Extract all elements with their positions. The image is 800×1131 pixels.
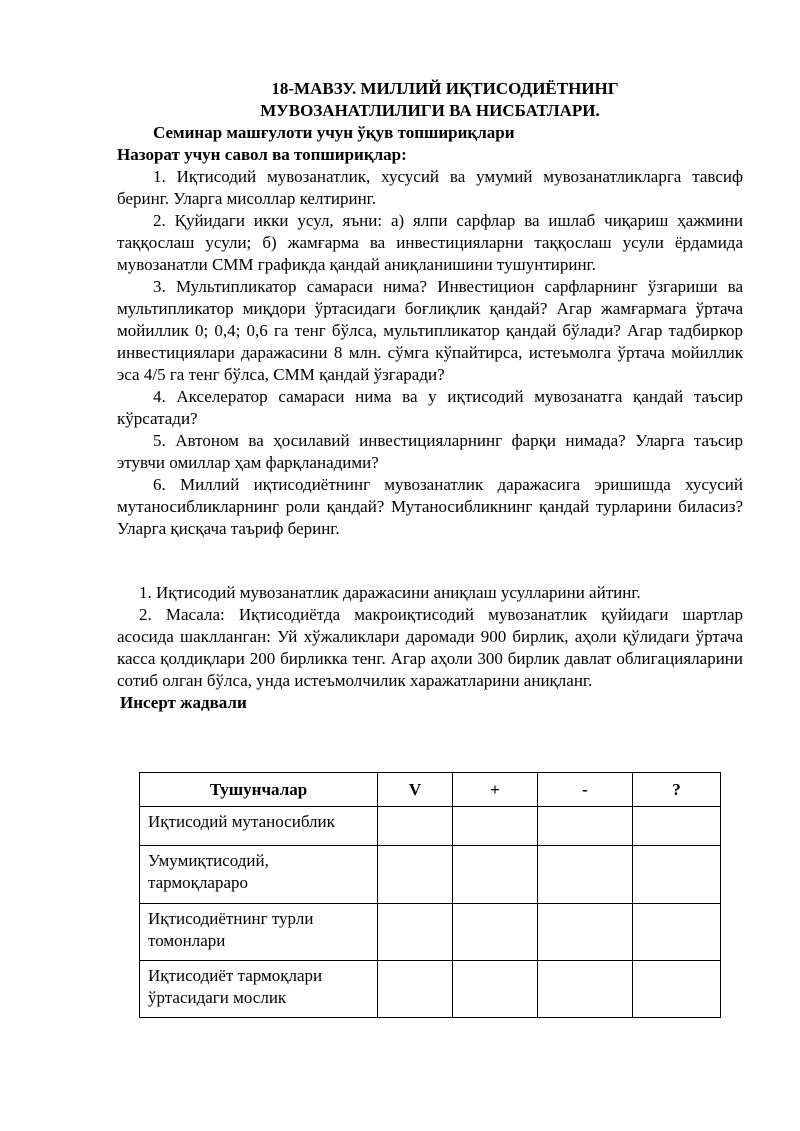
cell-plus — [453, 846, 538, 904]
question-4: 4. Акселератор самараси нима ва у иқтисодий мувозанатга қандай таъсир кўрсатади? — [117, 387, 743, 428]
cell-v — [378, 904, 453, 961]
insert-table-heading: Инсерт жадвали — [120, 693, 247, 712]
cell-plus — [453, 807, 538, 846]
header-plus: + — [453, 773, 538, 807]
task-1: 1. Иқтисодий мувозанатлик даражасини аниқлаш усулларини айтинг. — [139, 583, 641, 602]
row-concept: Умумиқтисодий, тармоқлараро — [140, 846, 378, 904]
cell-v — [378, 846, 453, 904]
cell-question — [633, 904, 721, 961]
title-line-1: 18-МАВЗУ. МИЛЛИЙ ИҚТИСОДИЁТНИНГ — [271, 79, 619, 98]
cell-plus — [453, 961, 538, 1018]
spacer — [117, 540, 743, 582]
header-minus: - — [538, 773, 633, 807]
cell-v — [378, 961, 453, 1018]
section-heading: Назорат учун савол ва топшириқлар: — [117, 145, 407, 164]
question-1: 1. Иқтисодий мувозанатлик, хусусий ва умумий мувозанатликларга тавсиф беринг. Уларга мисоллар келтиринг. — [117, 167, 743, 208]
document-title — [117, 78, 743, 122]
row-concept: Иқтисодиёт тармоқлари ўртасидаги мослик — [140, 961, 378, 1018]
cell-minus — [538, 904, 633, 961]
question-6: 6. Миллий иқтисодиётнинг мувозанатлик даражасига эришишда хусусий мутаносибликларнинг роли қандай? Мутаносибликнинг қандай турларини биласиз? Уларга қисқача таъриф беринг. — [117, 475, 743, 538]
header-v: V — [378, 773, 453, 807]
header-concepts: Тушунчалар — [140, 773, 378, 807]
task-2: 2. Масала: Иқтисодиётда макроиқтисодий мувозанатлик қуйидаги шартлар асосида шаклланган: Уй хўжаликлари даромади 900 бирлик, аҳоли қўлидаги ўртача касса қолдиқлари 200 бирликка тенг. Агар аҳоли 300 бирлик давлат облигацияларини сотиб олган бўлса, унда истеъмолчилик харажатларини аниқланг. — [117, 605, 743, 690]
cell-v — [378, 807, 453, 846]
cell-question — [633, 961, 721, 1018]
cell-question — [633, 807, 721, 846]
table-header-row — [140, 773, 721, 807]
insert-table — [139, 772, 721, 1018]
question-2: 2. Қуйидаги икки усул, яъни: а) ялпи сарфлар ва ишлаб чиқариш ҳажмини таққослаш усули; б) жамғарма ва инвестицияларни таққослаш усули ёрдамида мувозанатли СММ графикда қандай аниқланишини тушунтиринг. — [117, 211, 743, 274]
cell-minus — [538, 807, 633, 846]
header-question: ? — [633, 773, 721, 807]
cell-minus — [538, 961, 633, 1018]
table-row — [140, 904, 721, 961]
cell-minus — [538, 846, 633, 904]
question-5: 5. Автоном ва ҳосилавий инвестицияларнинг фарқи нимада? Уларга таъсир этувчи омиллар ҳам фарқланадими? — [117, 431, 743, 472]
question-3: 3. Мультипликатор самараси нима? Инвестицион сарфларнинг ўзгариши ва мультипликатор миқдори ўртасидаги боғлиқлик қандай? Агар жамғармага ўртача мойиллик 0; 0,4; 0,6 га тенг бўлса, мультипликатор қандай бўлади? Агар тадбиркор инвестициялари даражасини 8 млн. сўмга кўпайтирса, истеъмолга ўртача мойиллик эса 4/5 га тенг бўлса, СММ қандай ўзгаради? — [117, 277, 743, 384]
table-row — [140, 807, 721, 846]
cell-plus — [453, 904, 538, 961]
document-body — [117, 78, 743, 714]
row-concept: Иқтисодиётнинг турли томонлари — [140, 904, 378, 961]
seminar-subtitle: Семинар машғулоти учун ўқув топшириқлари — [153, 123, 515, 142]
table-row — [140, 846, 721, 904]
title-line-2: МУВОЗАНАТЛИЛИГИ ВА НИСБАТЛАРИ. — [260, 101, 600, 120]
cell-question — [633, 846, 721, 904]
table-row — [140, 961, 721, 1018]
row-concept: Иқтисодий мутаносиблик — [140, 807, 378, 846]
